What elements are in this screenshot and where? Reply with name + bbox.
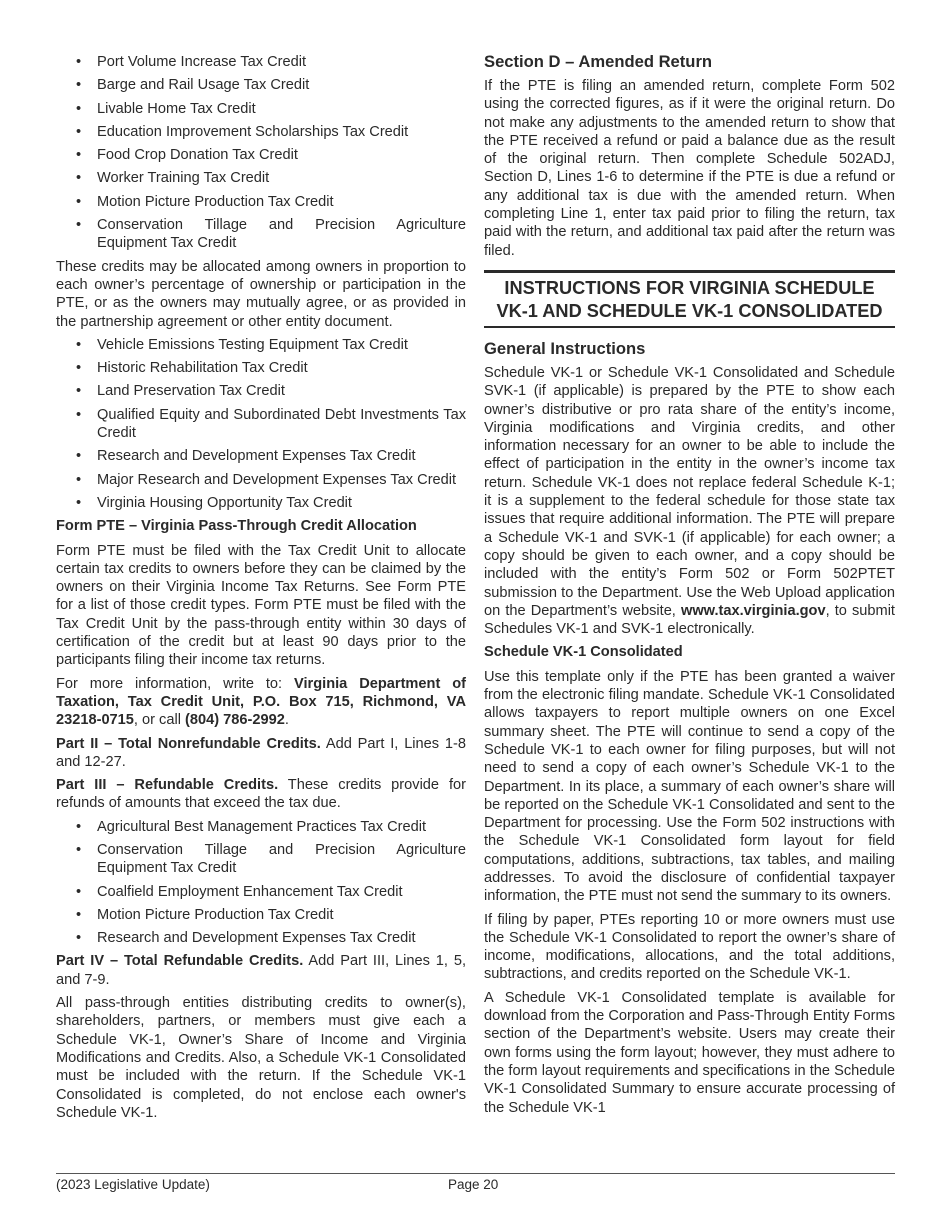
list-item: • Historic Rehabilitation Tax Credit	[56, 359, 466, 377]
more-info-mid: , or call	[133, 712, 186, 729]
part2-paragraph	[56, 735, 466, 772]
part2-text: Add Part I, Lines 1-8 and 12-27.	[56, 735, 466, 770]
more-info-end: .	[284, 712, 289, 729]
tax-credit-unit-phone: (804) 786-2992	[185, 712, 285, 729]
list-item: • Worker Training Tax Credit	[56, 169, 466, 187]
pass-through-paragraph: All pass-through entities distributing credits to owner(s), shareholders, partners, or members must give each a Schedule VK-1, Owner’s Share of Income and Virginia Modifications and Credits. Also, a Schedule VK-1 Consolidated must be included with the return. If the Schedule VK-1 Consolidated is completed, do not enclose each owner's Schedule VK-1.	[56, 995, 466, 1121]
list-item: • Research and Development Expenses Tax Credit	[56, 929, 466, 947]
list-item: • Food Crop Donation Tax Credit	[56, 146, 466, 164]
more-info-pre: For more information, write to:	[56, 675, 295, 692]
general-text-post: , to submit Schedules VK-1 and SVK-1 electronically.	[484, 602, 895, 638]
part4-label: Part IV – Total Refundable Credits.	[56, 953, 304, 970]
allocation-paragraph: These credits may be allocated among owners in proportion to each owner’s percentage of ownership or participation in the PTE, or as the owners may mutually agree, or as provided in the partnership agreement or other entity document.	[56, 258, 466, 330]
list-item: • Coalfield Employment Enhancement Tax Credit	[56, 883, 466, 901]
page-number: Page 20	[448, 1177, 499, 1192]
part3-label: Part III – Refundable Credits.	[56, 777, 279, 794]
consolidated-paragraph-2: If filing by paper, PTEs reporting 10 or more owners must use the Schedule VK-1 Consolidated to report the owner’s share of income, modifications, allocations, and the total additions, subtractions, and credits reported on the Schedule VK-1.	[484, 911, 895, 983]
list-item: • Motion Picture Production Tax Credit	[56, 193, 466, 211]
list-item: • Livable Home Tax Credit	[56, 100, 466, 118]
list-item: • Land Preservation Tax Credit	[56, 382, 466, 400]
form-pte-heading: Form PTE – Virginia Pass-Through Credit Allocation	[56, 518, 417, 535]
consolidated-paragraph-1: Use this template only if the PTE has been granted a waiver from the electronic filing mandate. Schedule VK-1 Consolidated allows taxpayers to report multiple owners on one Excel summary sheet. The PTE will continue to send a copy of the Schedule VK-1 to each owner for filing purposes, but will not need to send a copy of each owner’s Schedule VK-1 to the Department. In its place, a summary of each owner’s share will be reported on the Schedule VK-1 Consolidated and sent to the Department for processing. Use the Form 502 instructions with the Schedule VK-1 Consolidated form layout for field computations, additions, subtractions, tax tables, and mailing addresses. To avoid the disclosure of confidential taxpayer information, the PTE must not send the summary to its owners.	[484, 668, 895, 905]
list-item: • Conservation Tillage and Precision Agriculture Equipment Tax Credit	[56, 216, 466, 253]
section-d-heading: Section D – Amended Return	[484, 52, 713, 71]
department-website-link[interactable]: www.tax.virginia.gov	[680, 602, 826, 619]
footer-edition: (2023 Legislative Update)	[56, 1177, 210, 1192]
general-instructions-heading: General Instructions	[484, 338, 646, 358]
credit-list-2	[56, 336, 466, 512]
list-item: • Vehicle Emissions Testing Equipment Tax Credit	[56, 336, 466, 354]
list-item: • Education Improvement Scholarships Tax Credit	[56, 123, 466, 141]
tax-credit-unit-address: Virginia Department of Taxation, Tax Credit Unit, P.O. Box 715, Richmond, VA 23218-0715	[56, 675, 466, 729]
vk1-instructions-banner	[484, 270, 895, 328]
credit-list-1	[56, 53, 466, 253]
refundable-credit-list	[56, 818, 466, 948]
footer-divider	[56, 1173, 895, 1174]
general-instructions-paragraph	[484, 364, 895, 638]
section-d-paragraph: If the PTE is filing an amended return, complete Form 502 using the corrected figures, as if it were the original return. Do not make any adjustments to the amended return to show that the PTE received a refund or paid a balance due as the result of the original return. Then complete Schedule 502ADJ, Section D, Lines 1-6 to determine if the PTE is due a refund or any additional tax is due with the amended return. When completing Line 1, enter tax paid prior to filing the return, tax paid with the return, and additional tax paid after the return was filed.	[484, 78, 895, 259]
list-item: • Agricultural Best Management Practices Tax Credit	[56, 818, 466, 836]
left-column	[56, 50, 466, 1127]
general-text-pre: Schedule VK-1 or Schedule VK-1 Consolidated and Schedule SVK-1 (if applicable) is prepared by the PTE to show each owner’s distributive or pro rata share of the entity’s income, Virginia modifications and Virginia credits, and other information necessary for an owner to be able to include the effect of participation in the entity in the owner’s income tax return. Schedule VK-1 does not replace federal Schedule K-1; it is a supplement to the federal schedule for those state tax issues that require additional information. The PTE will prepare a Schedule VK-1 and SVK-1 (if applicable) for each owner; a copy should be given to each owner, and a copy should be included with the entity’s Form 502 or Form 502PTET submission to the Department. Use the Web Upload application on the Department’s website,	[484, 364, 895, 619]
list-item: • Barge and Rail Usage Tax Credit	[56, 76, 466, 94]
consolidated-heading: Schedule VK-1 Consolidated	[484, 644, 683, 661]
more-info-paragraph	[56, 675, 466, 730]
list-item: • Motion Picture Production Tax Credit	[56, 906, 466, 924]
consolidated-paragraph-3: A Schedule VK-1 Consolidated template is available for download from the Corporation and Pass-Through Entity Forms section of the Department’s website. Users may create their own forms using the form layout; however, they must adhere to the form layout requirements and specifications in the Schedule VK-1 Consolidated Summary to ensure accurate processing of the Schedule VK-1	[484, 989, 895, 1116]
list-item: • Major Research and Development Expenses Tax Credit	[56, 471, 466, 489]
part3-paragraph	[56, 776, 466, 813]
form-pte-paragraph: Form PTE must be filed with the Tax Credit Unit to allocate certain tax credits to owners before they can be claimed by the owners on their Virginia Income Tax Returns. See Form PTE for a list of those credit types. Form PTE must be filed with the Tax Credit Unit by the pass-through entity within 30 days of certification of the credit but at least 90 days prior to the participants filing their income tax returns.	[56, 542, 466, 669]
part4-text: Add Part III, Lines 1, 5, and 7-9.	[56, 953, 467, 988]
right-column	[484, 50, 895, 1122]
part2-label: Part II – Total Nonrefundable Credits.	[56, 735, 321, 752]
banner-line-1: INSTRUCTIONS FOR VIRGINIA SCHEDULE	[504, 277, 875, 298]
list-item: • Port Volume Increase Tax Credit	[56, 53, 466, 71]
list-item: • Research and Development Expenses Tax Credit	[56, 447, 466, 465]
banner-line-2: VK-1 AND SCHEDULE VK-1 CONSOLIDATED	[496, 300, 883, 321]
list-item: • Qualified Equity and Subordinated Debt Investments Tax Credit	[56, 406, 466, 443]
part3-text: These credits provide for refunds of amounts that exceed the tax due.	[56, 777, 466, 812]
list-item: • Conservation Tillage and Precision Agriculture Equipment Tax Credit	[56, 841, 466, 878]
list-item: • Virginia Housing Opportunity Tax Credit	[56, 494, 466, 512]
part4-paragraph	[56, 952, 466, 989]
